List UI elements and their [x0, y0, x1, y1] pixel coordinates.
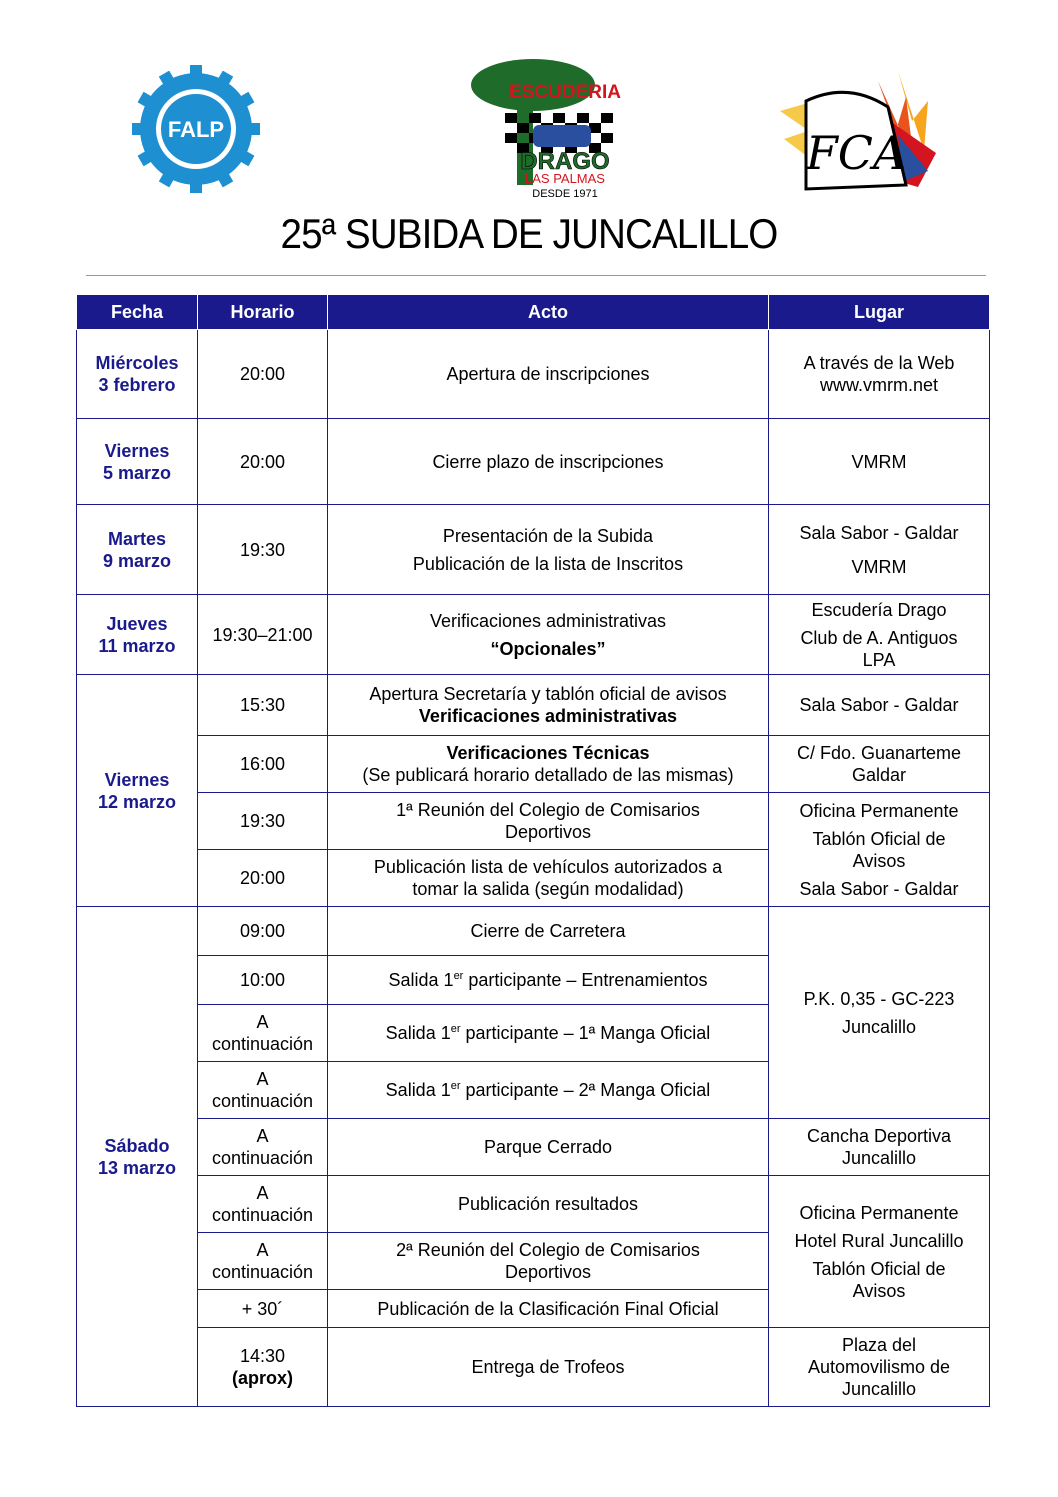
- schedule-table: [76, 294, 990, 1407]
- acto-cell: Verificaciones Técnicas (Se publicará horario detallado de las mismas): [328, 736, 769, 793]
- lugar-cell: Cancha Deportiva Juncalillo: [769, 1119, 990, 1176]
- table-row: [77, 1328, 990, 1407]
- horario-cell: A continuación: [198, 1062, 328, 1119]
- table-row: [77, 736, 990, 793]
- table-row: [77, 330, 990, 419]
- acto-cell: Cierre de Carretera: [328, 907, 769, 956]
- acto-cell: Publicación lista de vehículos autorizados a tomar la salida (según modalidad): [328, 850, 769, 907]
- drago-logo-top: ESCUDERIA: [509, 82, 621, 103]
- table-row: [77, 505, 990, 595]
- drago-logo-sub: LAS PALMAS: [525, 171, 605, 186]
- header-lugar: Lugar: [769, 295, 990, 330]
- drago-logo: [445, 55, 635, 203]
- horario-cell: 20:00: [198, 330, 328, 419]
- lugar-cell: Oficina Permanente Tablón Oficial de Avisos Sala Sabor - Galdar: [769, 793, 990, 907]
- fca-logo-text: FCA: [805, 126, 907, 180]
- fecha-cell: Viernes 5 marzo: [77, 419, 198, 505]
- acto-cell: Parque Cerrado: [328, 1119, 769, 1176]
- lugar-cell: VMRM: [769, 419, 990, 505]
- lugar-cell: Sala Sabor - Galdar: [769, 675, 990, 736]
- fecha-cell: Jueves 11 marzo: [77, 595, 198, 675]
- horario-cell: 19:30: [198, 793, 328, 850]
- horario-cell: 15:30: [198, 675, 328, 736]
- table-row: [77, 793, 990, 850]
- horario-cell: 20:00: [198, 850, 328, 907]
- acto-cell: Verificaciones administrativas “Opcionales”: [328, 595, 769, 675]
- fecha-cell: Viernes 12 marzo: [77, 675, 198, 907]
- fecha-cell: Miércoles 3 febrero: [77, 330, 198, 419]
- horario-cell: 16:00: [198, 736, 328, 793]
- acto-cell: Publicación de la Clasificación Final Oficial: [328, 1290, 769, 1328]
- title-divider: [86, 275, 986, 276]
- lugar-cell: Sala Sabor - Galdar VMRM: [769, 505, 990, 595]
- drago-logo-middle: DRAGO: [520, 148, 610, 175]
- horario-cell: 20:00: [198, 419, 328, 505]
- fca-logo: [778, 61, 938, 195]
- acto-cell: Publicación resultados: [328, 1176, 769, 1233]
- acto-cell: Apertura Secretaría y tablón oficial de avisos Verificaciones administrativas: [328, 675, 769, 736]
- horario-cell: 14:30 (aprox): [198, 1328, 328, 1407]
- falp-logo-text: FALP: [167, 117, 225, 142]
- acto-cell: 2ª Reunión del Colegio de Comisarios Deportivos: [328, 1233, 769, 1290]
- acto-cell: Salida 1er participante – Entrenamientos: [328, 956, 769, 1005]
- table-row: [77, 419, 990, 505]
- horario-cell: A continuación: [198, 1233, 328, 1290]
- logo-bar: [0, 55, 1058, 205]
- acto-cell: Cierre plazo de inscripciones: [328, 419, 769, 505]
- page-title: 25ª SUBIDA DE JUNCALILLO: [280, 210, 778, 257]
- table-row: [77, 1176, 990, 1233]
- acto-cell: Apertura de inscripciones: [328, 330, 769, 419]
- horario-cell: A continuación: [198, 1176, 328, 1233]
- acto-cell: Salida 1er participante – 1ª Manga Oficial: [328, 1005, 769, 1062]
- table-row: [77, 907, 990, 956]
- table-row: [77, 675, 990, 736]
- acto-cell: Presentación de la Subida Publicación de la lista de Inscritos: [328, 505, 769, 595]
- drago-logo-since: DESDE 1971: [532, 188, 598, 200]
- acto-cell: Salida 1er participante – 2ª Manga Oficial: [328, 1062, 769, 1119]
- acto-cell: Entrega de Trofeos: [328, 1328, 769, 1407]
- horario-cell: 19:30–21:00: [198, 595, 328, 675]
- horario-cell: 09:00: [198, 907, 328, 956]
- lugar-cell: Escudería Drago Club de A. Antiguos LPA: [769, 595, 990, 675]
- fecha-cell: Martes 9 marzo: [77, 505, 198, 595]
- lugar-cell: P.K. 0,35 - GC-223 Juncalillo: [769, 907, 990, 1119]
- horario-cell: 19:30: [198, 505, 328, 595]
- acto-cell: 1ª Reunión del Colegio de Comisarios Deportivos: [328, 793, 769, 850]
- lugar-cell: C/ Fdo. Guanarteme Galdar: [769, 736, 990, 793]
- horario-cell: A continuación: [198, 1005, 328, 1062]
- horario-cell: 10:00: [198, 956, 328, 1005]
- lugar-cell: Oficina Permanente Hotel Rural Juncalillo Tablón Oficial de Avisos: [769, 1176, 990, 1328]
- horario-cell: A continuación: [198, 1119, 328, 1176]
- header-fecha: Fecha: [77, 295, 198, 330]
- header-acto: Acto: [328, 295, 769, 330]
- fecha-cell: Sábado 13 marzo: [77, 907, 198, 1407]
- table-row: [77, 1119, 990, 1176]
- table-header-row: [77, 295, 990, 330]
- header-horario: Horario: [198, 295, 328, 330]
- table-row: [77, 595, 990, 675]
- lugar-cell: A través de la Web www.vmrm.net: [769, 330, 990, 419]
- lugar-cell: Plaza del Automovilismo de Juncalillo: [769, 1328, 990, 1407]
- horario-cell: + 30´: [198, 1290, 328, 1328]
- falp-logo: [132, 65, 260, 193]
